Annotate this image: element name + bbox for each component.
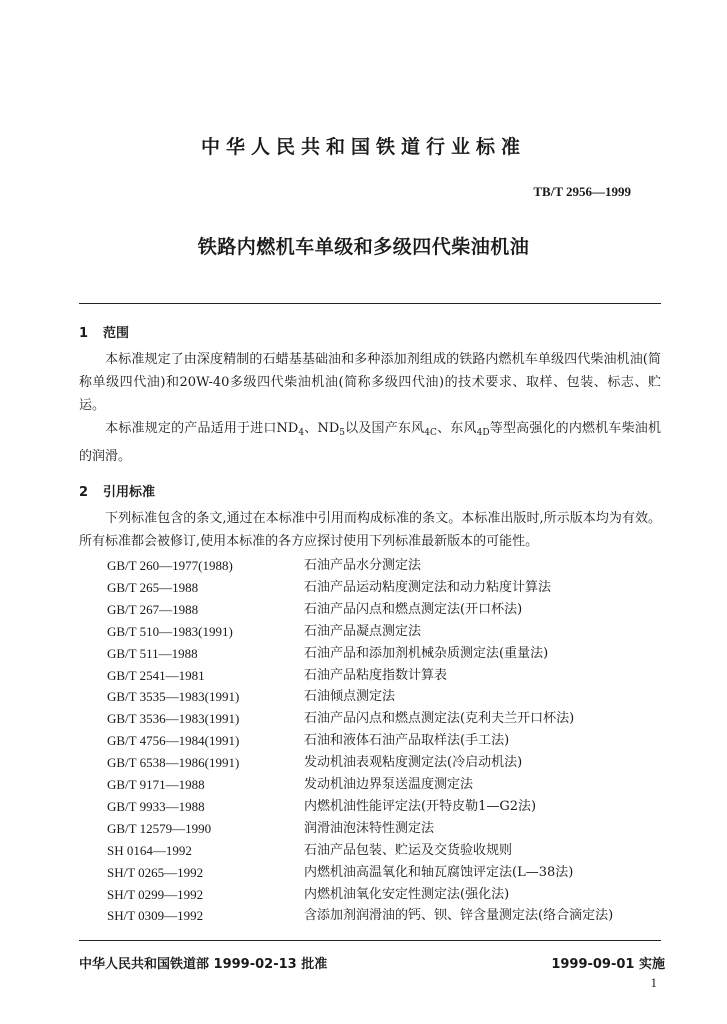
reference-code: SH/T 0309—1992 [107,908,204,924]
reference-title: 内燃机油氧化安定性测定法(强化法) [304,886,510,902]
para2-text-d: 、东风 [436,421,477,436]
reference-title: 石油和液体石油产品取样法(手工法) [304,733,510,749]
footer-divider [79,940,661,941]
reference-row [107,665,667,687]
effective-date: 1999-09-01 实施 [551,957,665,972]
reference-row [107,555,667,577]
section-1-paragraph-1 [79,348,661,417]
document-title: 铁路内燃机车单级和多级四代柴油机油 [197,236,530,258]
para2-sub-4: 4D [476,428,490,438]
section-1-paragraph-2 [79,417,661,468]
approval-line: 中华人民共和国铁道部 1999-02-13 批准 [79,957,328,972]
para2-sub-2: 5 [339,428,345,438]
standard-category-title: 中华人民共和国铁道行业标准 [200,136,526,158]
reference-code: GB/T 12579—1990 [107,820,212,836]
reference-row [107,643,667,665]
reference-row [107,796,667,818]
reference-row [107,818,667,840]
reference-title: 内燃机油高温氧化和轴瓦腐蚀评定法(L—38法) [304,864,574,880]
reference-code: GB/T 9171—1988 [107,777,205,792]
section-2-title: 引用标准 [103,485,156,500]
reference-title: 石油产品水分测定法 [304,558,422,573]
reference-title: 石油产品闪点和燃点测定法(开口杯法) [304,601,523,617]
reference-code: SH/T 0299—1992 [107,886,204,902]
reference-code: GB/T 3536—1983(1991) [107,711,240,727]
section-1-title: 范围 [103,326,130,341]
reference-code: GB/T 265—1988 [107,579,199,595]
standard-number: TB/T 2956—1999 [533,184,631,199]
reference-title: 石油产品凝点测定法 [304,623,422,639]
reference-row [107,905,667,927]
reference-row [107,752,667,774]
reference-row [107,730,667,752]
reference-title: 发动机油边界泵送温度测定法 [304,777,474,792]
para2-text-c: 以及国产东风 [345,421,425,436]
reference-code: GB/T 9933—1988 [107,798,205,814]
reference-row [107,840,667,862]
section-2-heading [79,481,155,500]
reference-title: 石油产品粘度指数计算表 [304,667,448,683]
reference-code: GB/T 260—1977(1988) [107,558,233,573]
para2-sub-3: 4C [424,428,437,438]
reference-code: SH 0164—1992 [107,842,192,858]
reference-row [107,774,667,796]
reference-code: GB/T 510—1983(1991) [107,623,233,639]
reference-row [107,862,667,884]
section-1-heading [79,322,129,341]
reference-title: 含添加剂润滑油的钙、钡、锌含量测定法(络合滴定法) [304,908,614,924]
reference-row [107,621,667,643]
page-number: 1 [650,975,657,990]
reference-code: GB/T 4756—1984(1991) [107,733,240,749]
reference-title: 石油倾点测定法 [304,689,396,705]
section-1-paragraph-1-text: 本标准规定了由深度精制的石蜡基基础油和多种添加剂组成的铁路内燃机车单级四代柴油机油(简称单级四代油)和20W-40多级四代柴油机油(简称多级四代油)的技术要求、取样、包装、标志、贮运。 [79,352,661,413]
para2-sub-1: 4 [298,428,305,438]
reference-row [107,884,667,906]
reference-code: GB/T 2541—1981 [107,667,205,683]
section-1-number: 1 [79,326,89,341]
header-divider [79,303,661,304]
section-2-intro-text: 下列标准包含的条文,通过在本标准中引用而构成标准的条文。本标准出版时,所示版本均为有效。所有标准都会被修订,使用本标准的各方应探讨使用下列标准最新版本的可能性。 [79,511,661,549]
reference-row [107,686,667,708]
section-2-intro [79,507,661,553]
reference-row [107,708,667,730]
reference-title: 发动机油表观粘度测定法(冷启动机法) [304,755,523,771]
reference-row [107,599,667,621]
reference-code: GB/T 267—1988 [107,601,199,617]
para2-text-e: 等型高强化的内燃机车柴油机的润滑。 [79,421,661,464]
reference-title: 内燃机油性能评定法(开特皮勒1—G2法) [304,798,537,814]
reference-code: GB/T 511—1988 [107,645,198,661]
para2-text-b: 、ND [304,421,340,436]
reference-title: 石油产品运动粘度测定法和动力粘度计算法 [304,579,552,595]
reference-code: SH/T 0265—1992 [107,864,204,880]
reference-title: 润滑油泡沫特性测定法 [304,820,435,836]
reference-row [107,577,667,599]
reference-title: 石油产品和添加剂机械杂质测定法(重量法) [304,645,549,661]
para2-text-a: 本标准规定的产品适用于进口ND [105,421,299,436]
reference-title: 石油产品闪点和燃点测定法(克利夫兰开口杯法) [304,711,575,727]
reference-title: 石油产品包装、贮运及交货验收规则 [304,842,513,858]
reference-code: GB/T 3535—1983(1991) [107,689,240,705]
section-2-number: 2 [79,485,89,500]
reference-code: GB/T 6538—1986(1991) [107,755,240,771]
